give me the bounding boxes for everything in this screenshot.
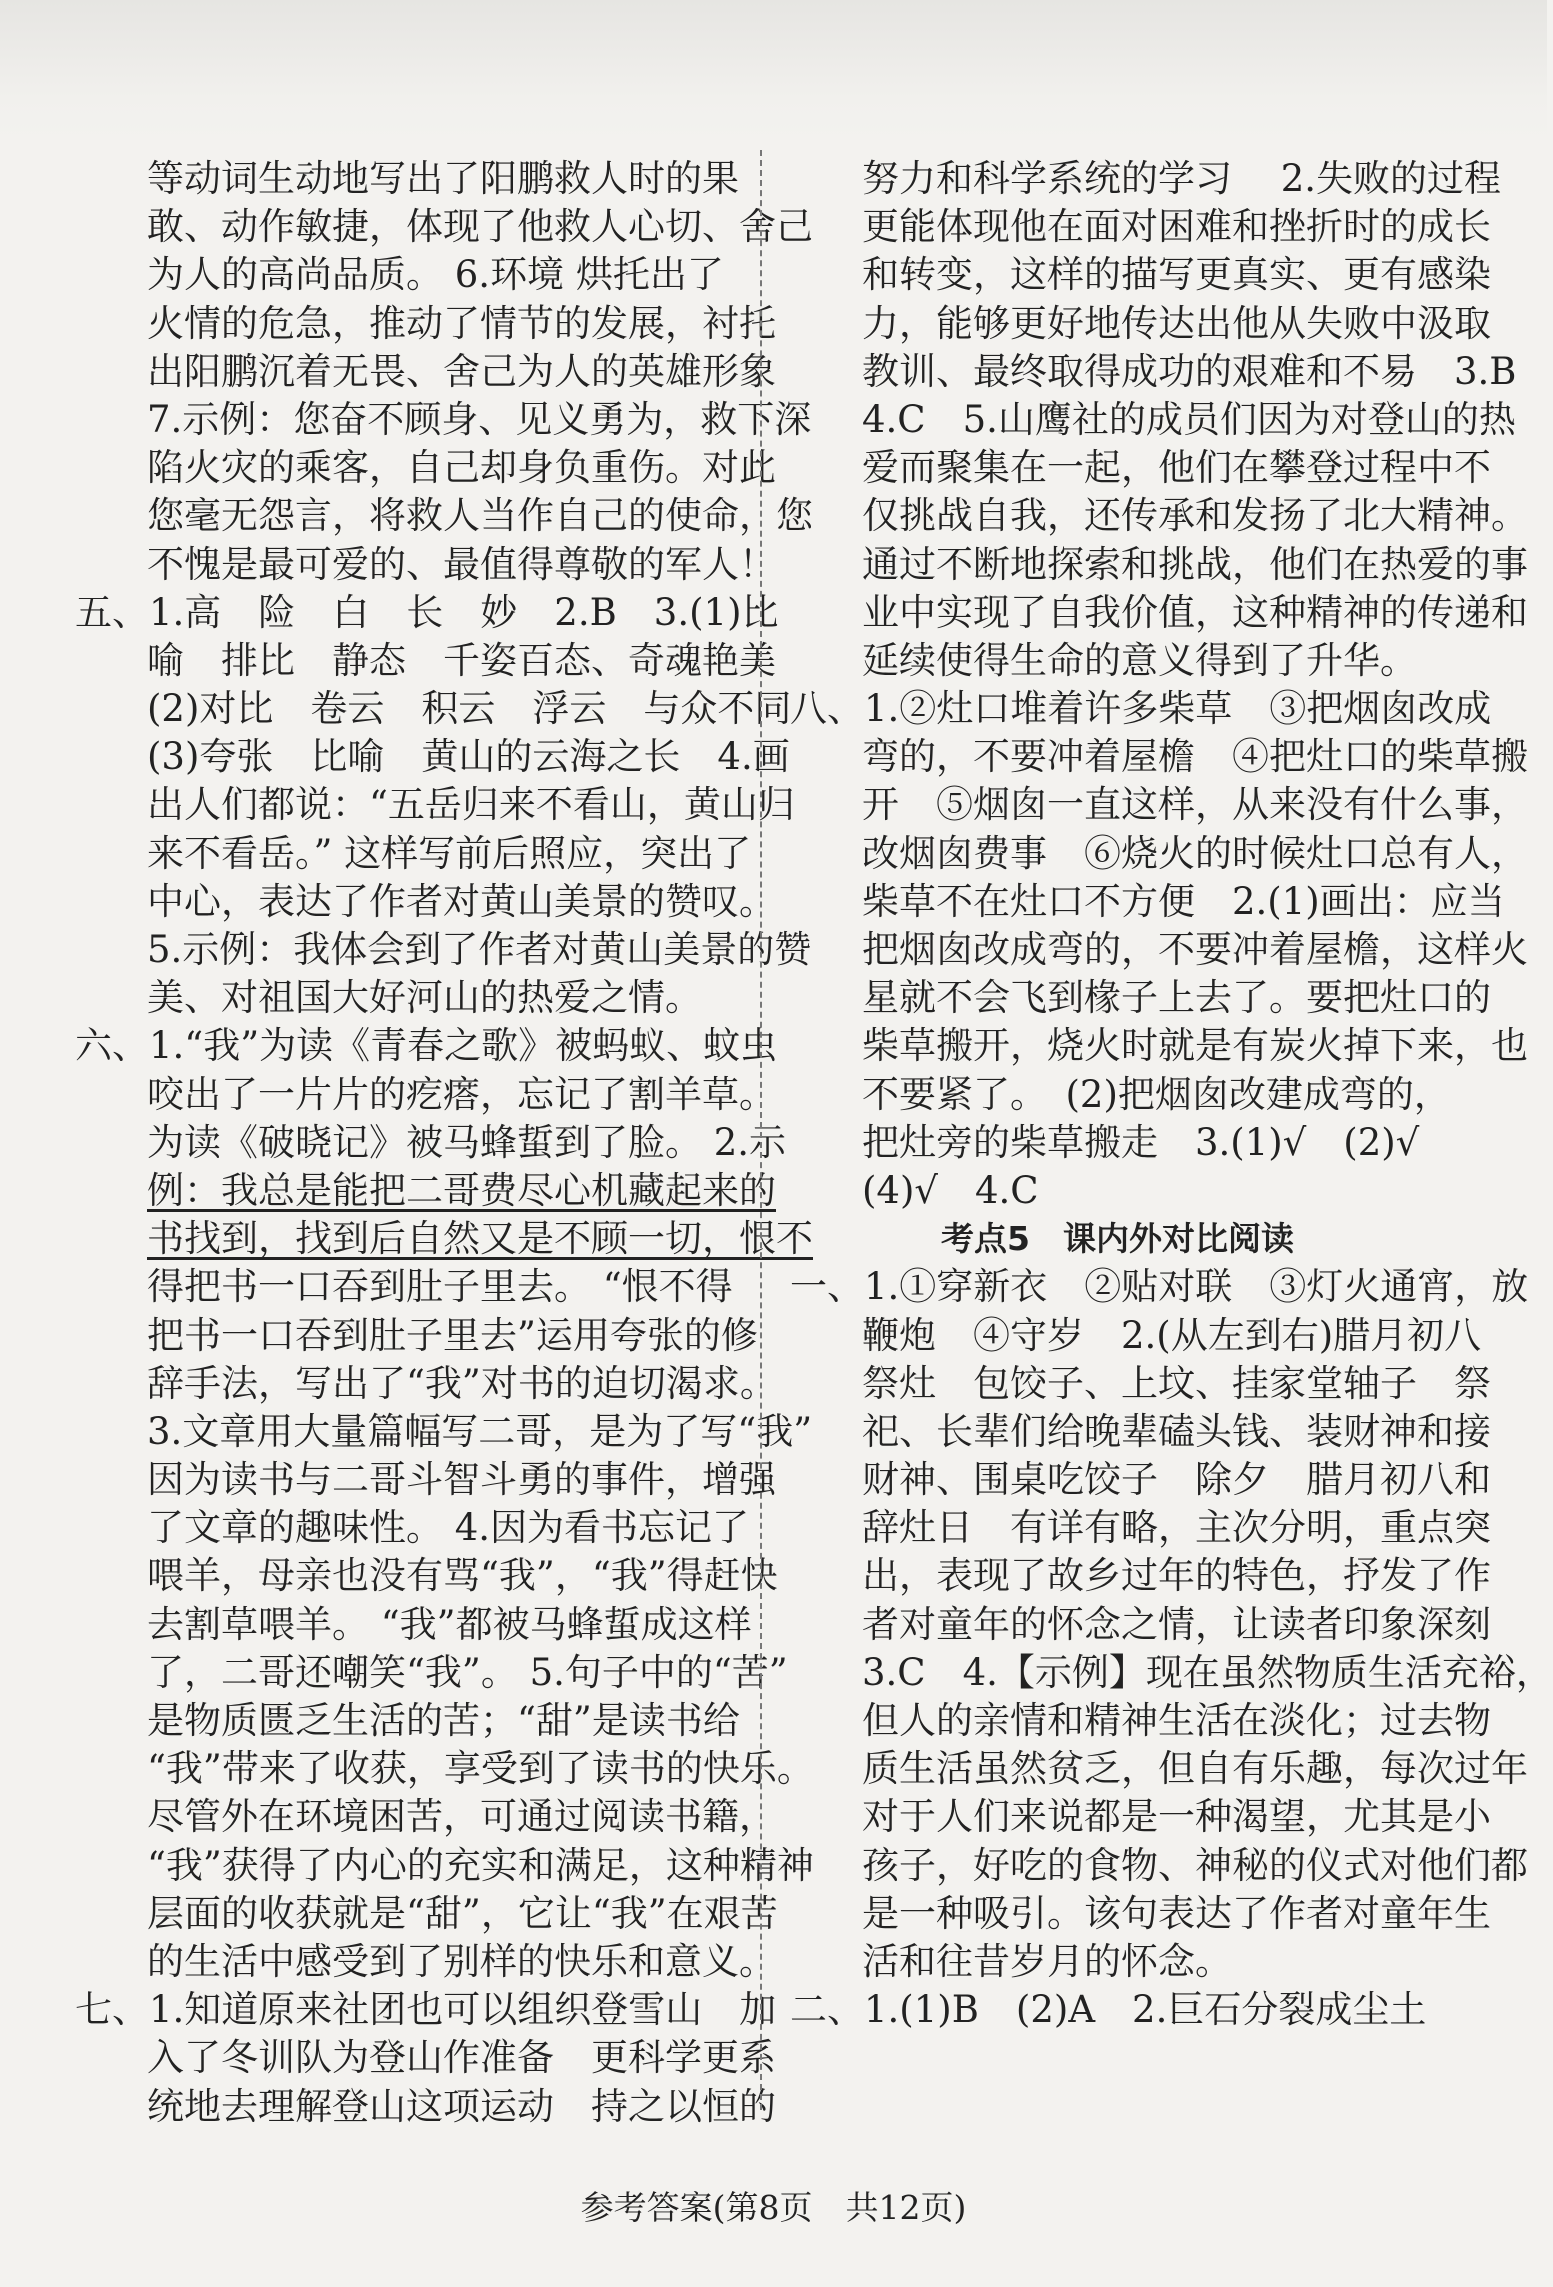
text-line: 但人的亲情和精神生活在淡化；过去物 bbox=[862, 1699, 1491, 1742]
text-line: 出人们都说：“五岳归来不看山，黄山归 bbox=[147, 783, 795, 827]
text-line: 活和往昔岁月的怀念。 bbox=[862, 1939, 1232, 1983]
text-line: 通过不断地探索和挑战，他们在热爱的事 bbox=[862, 542, 1528, 586]
text-line: 爱而聚集在一起，他们在攀登过程中不 bbox=[862, 446, 1491, 490]
text-line: 改烟囱费事 ⑥烧火的时候灶口总有人， bbox=[862, 831, 1528, 875]
section-8-start: 八、1.②灶口堆着许多柴草 ③把烟囱改成 bbox=[790, 687, 1492, 731]
text-line: 更能体现他在面对困难和挫折时的成长 bbox=[862, 205, 1491, 249]
text-line: 辞灶日 有详有略，主次分明，重点突 bbox=[862, 1506, 1491, 1550]
text-line: 是物质匮乏生活的苦；“甜”是读书给 bbox=[147, 1699, 740, 1742]
text-line: 喂羊，母亲也没有骂“我”，“我”得赶快 bbox=[147, 1554, 778, 1598]
text-line: 柴草搬开，烧火时就是有炭火掉下来，也 bbox=[862, 1024, 1528, 1068]
text-line: “我”带来了收获，享受到了读书的快乐。 bbox=[147, 1747, 814, 1791]
text-line: (4)√ 4.C bbox=[862, 1168, 1039, 1212]
text-line: 尽管外在环境困苦，可通过阅读书籍， bbox=[147, 1795, 776, 1839]
text-line: 得把书一口吞到肚子里去。 “恨不得 bbox=[147, 1265, 733, 1309]
right-column bbox=[790, 155, 1553, 2034]
text-line: 层面的收获就是“甜”，它让“我”在艰苦 bbox=[147, 1891, 778, 1935]
text-line: 4.C 5.山鹰社的成员们因为对登山的热 bbox=[862, 397, 1516, 441]
text-line: 教训、最终取得成功的艰难和不易 3.B bbox=[862, 349, 1517, 393]
text-line: 仅挑战自我，还传承和发扬了北大精神。 bbox=[862, 494, 1528, 538]
text-line: 中心，表达了作者对黄山美景的赞叹。 bbox=[147, 879, 776, 923]
text-line: 因为读书与二哥斗智斗勇的事件，增强 bbox=[147, 1458, 776, 1502]
text-line: 了文章的趣味性。 4.因为看书忘记了 bbox=[147, 1506, 750, 1550]
text-line: 鞭炮 ④守岁 2.(从左到右)腊月初八 bbox=[862, 1313, 1482, 1357]
text-line: 和转变，这样的描写更真实、更有感染 bbox=[862, 253, 1491, 297]
text-line: 出阳鹏沉着无畏、舍己为人的英雄形象 bbox=[147, 349, 776, 393]
text-line: 出，表现了故乡过年的特色，抒发了作 bbox=[862, 1554, 1491, 1598]
text-line: 把书一口吞到肚子里去”运用夸张的修 bbox=[147, 1313, 758, 1357]
text-line: 孩子，好吃的食物、神秘的仪式对他们都 bbox=[862, 1843, 1528, 1887]
text-line: 火情的危急，推动了情节的发展，衬托 bbox=[147, 301, 776, 345]
text-line: (2)对比 卷云 积云 浮云 与众不同 bbox=[147, 687, 792, 731]
text-line: 不愧是最可爱的、最值得尊敬的军人！ bbox=[147, 542, 776, 586]
section-5-start: 五、1.高 险 白 长 妙 2.B 3.(1)比 bbox=[75, 590, 779, 634]
page-footer: 参考答案(第8页 共12页) bbox=[580, 2188, 967, 2227]
text-line: 来不看岳。” 这样写前后照应，突出了 bbox=[147, 831, 752, 875]
text-line: 把灶旁的柴草搬走 3.(1)√ (2)√ bbox=[862, 1120, 1420, 1164]
text-line: 去割草喂羊。 “我”都被马蜂蜇成这样 bbox=[147, 1602, 752, 1646]
top-shadow bbox=[0, 0, 1547, 140]
text-line: 等动词生动地写出了阳鹏救人时的果 bbox=[147, 157, 739, 200]
text-line: 咬出了一片片的疙瘩，忘记了割羊草。 bbox=[147, 1072, 776, 1116]
text-line: 对于人们来说都是一种渴望，尤其是小 bbox=[862, 1795, 1491, 1839]
text-line: 敢、动作敏捷，体现了他救人心切、舍己 bbox=[147, 205, 813, 249]
text-line: 不要紧了。 (2)把烟囱改建成弯的， bbox=[862, 1072, 1451, 1116]
text-line: (3)夸张 比喻 黄山的云海之长 4.画 bbox=[147, 735, 790, 779]
text-line: 质生活虽然贫乏，但自有乐趣，每次过年 bbox=[862, 1747, 1528, 1791]
text-line: 3.文章用大量篇幅写二哥，是为了写“我” bbox=[147, 1409, 813, 1453]
underlined-line: 例：我总是能把二哥费尽心机藏起来的 bbox=[147, 1168, 776, 1212]
text-line: 为人的高尚品质。 6.环境 烘托出了 bbox=[147, 253, 724, 297]
text-line: 美、对祖国大好河山的热爱之情。 bbox=[147, 976, 702, 1020]
text-line: 开 ⑤烟囱一直这样，从来没有什么事， bbox=[862, 783, 1528, 827]
text-line: 把烟囱改成弯的，不要冲着屋檐，这样火 bbox=[862, 928, 1528, 971]
section-7-start: 七、1.知道原来社团也可以组织登雪山 加 bbox=[75, 1988, 777, 2032]
text-line: 辞手法，写出了“我”对书的迫切渴求。 bbox=[147, 1361, 777, 1405]
section-6-start: 六、1.“我”为读《青春之歌》被蚂蚁、蚊虫 bbox=[75, 1024, 778, 1068]
text-line: 祭灶 包饺子、上坟、挂家堂轴子 祭 bbox=[862, 1361, 1491, 1405]
text-line: 您毫无怨言，将救人当作自己的使命，您 bbox=[147, 494, 813, 538]
column-divider bbox=[760, 150, 762, 2110]
text-line: 喻 排比 静态 千姿百态、奇魂艳美 bbox=[147, 638, 776, 682]
text-line: 力，能够更好地传达出他从失败中汲取 bbox=[862, 301, 1491, 345]
text-line: 延续使得生命的意义得到了升华。 bbox=[862, 638, 1417, 682]
text-line: 统地去理解登山这项运动 持之以恒的 bbox=[147, 2084, 776, 2128]
text-line: 陷火灾的乘客，自己却身负重伤。对此 bbox=[147, 446, 776, 490]
text-line: 业中实现了自我价值，这种精神的传递和 bbox=[862, 590, 1528, 634]
text-line: 的生活中感受到了别样的快乐和意义。 bbox=[147, 1939, 776, 1983]
text-line: 者对童年的怀念之情，让读者印象深刻 bbox=[862, 1602, 1491, 1646]
text-line: 3.C 4.【示例】现在虽然物质生活充裕， bbox=[862, 1650, 1553, 1694]
section-2-start: 二、1.(1)B (2)A 2.巨石分裂成尘土 bbox=[790, 1988, 1427, 2032]
text-line: 星就不会飞到椽子上去了。要把灶口的 bbox=[862, 976, 1491, 1020]
text-line: 7.示例：您奋不顾身、见义勇为，救下深 bbox=[147, 397, 812, 441]
text-line: 为读《破晓记》被马蜂蜇到了脸。 2.示 bbox=[147, 1120, 787, 1164]
text-line: “我”获得了内心的充实和满足，这种精神 bbox=[147, 1843, 814, 1887]
text-line: 财神、围桌吃饺子 除夕 腊月初八和 bbox=[862, 1458, 1491, 1502]
text-line: 了，二哥还嘲笑“我”。 5.句子中的“苦” bbox=[147, 1650, 788, 1694]
section-1-start: 一、1.①穿新衣 ②贴对联 ③灯火通宵，放 bbox=[790, 1265, 1529, 1309]
text-line: 弯的，不要冲着屋檐 ④把灶口的柴草搬 bbox=[862, 735, 1528, 779]
underlined-line: 书找到，找到后自然又是不顾一切，恨不 bbox=[147, 1217, 813, 1261]
text-line: 柴草不在灶口不方便 2.(1)画出：应当 bbox=[862, 879, 1505, 923]
text-line: 5.示例：我体会到了作者对黄山美景的赞 bbox=[147, 928, 812, 971]
text-line: 祀、长辈们给晚辈磕头钱、装财神和接 bbox=[862, 1409, 1491, 1453]
text-line: 是一种吸引。该句表达了作者对童年生 bbox=[862, 1891, 1491, 1935]
text-line: 入了冬训队为登山作准备 更科学更系 bbox=[147, 2036, 776, 2080]
left-column bbox=[75, 155, 814, 2131]
section-heading: 考点5 课内外对比阅读 bbox=[941, 1219, 1294, 1259]
text-line: 努力和科学系统的学习 2.失败的过程 bbox=[862, 157, 1502, 200]
